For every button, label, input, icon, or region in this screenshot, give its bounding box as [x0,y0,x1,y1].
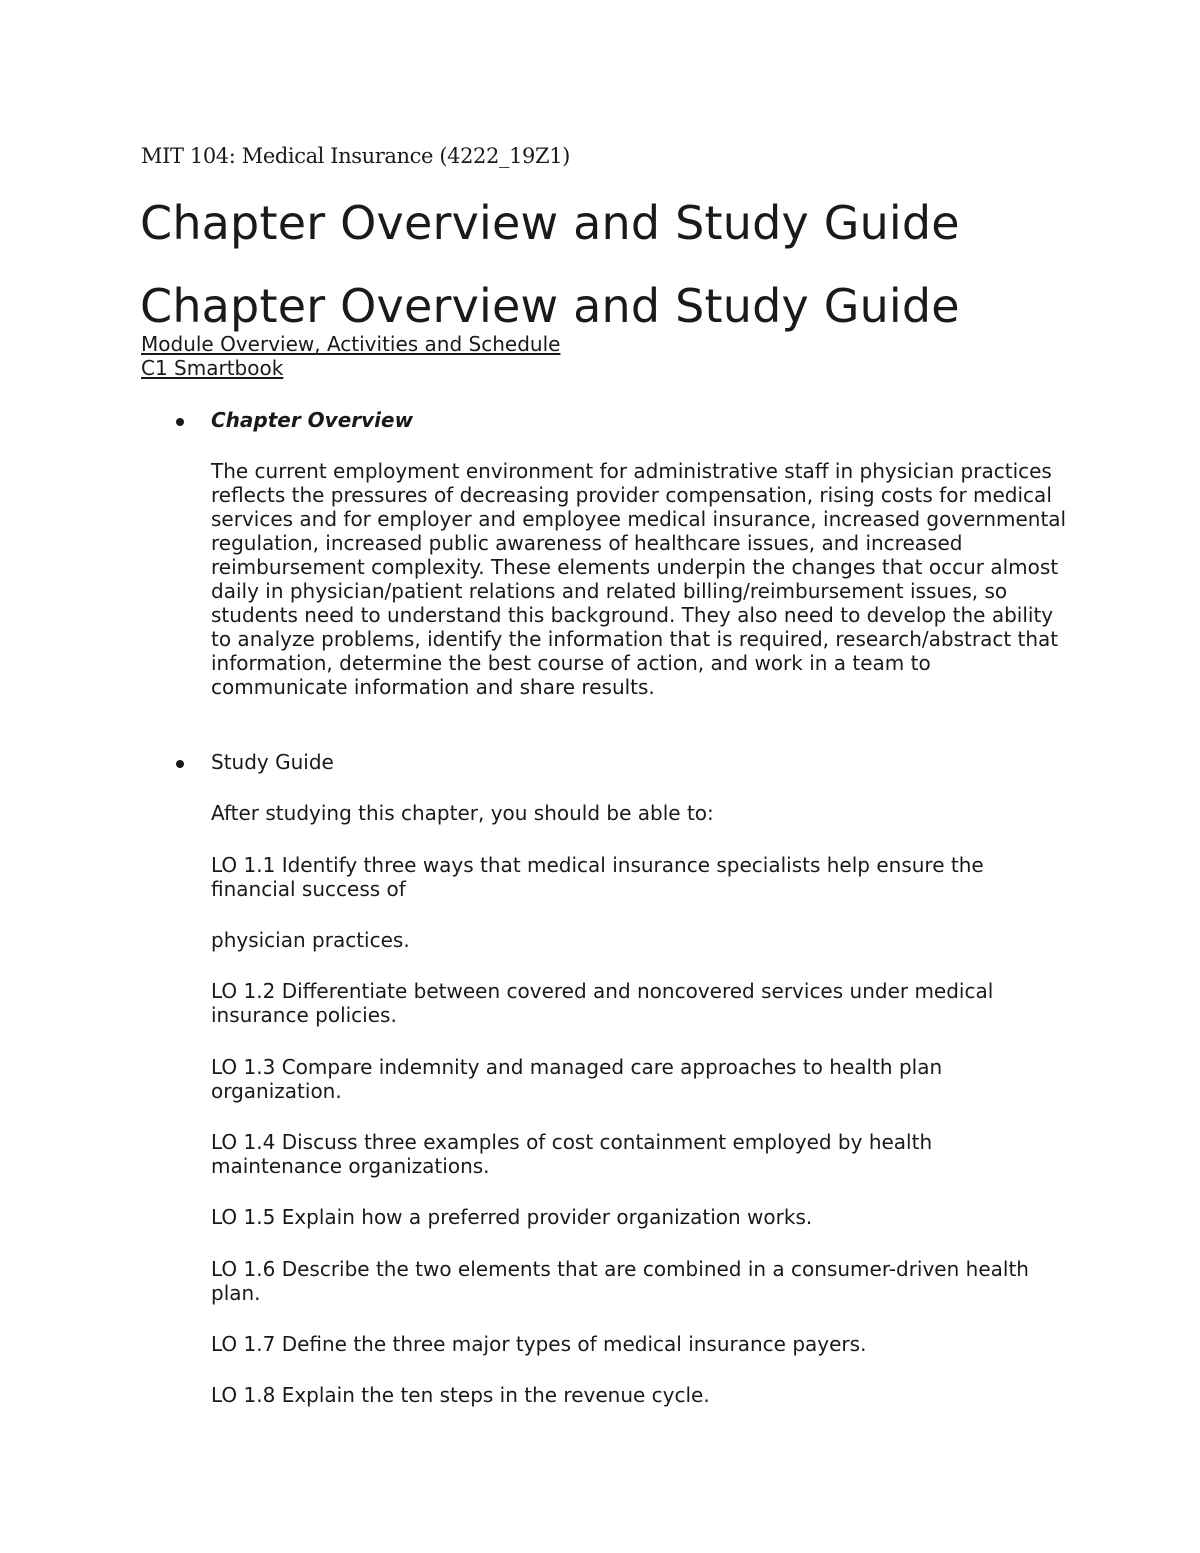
objective-item: LO 1.3 Compare indemnity and managed care approaches to health plan organization. [211,1055,943,1103]
objective-item: LO 1.6 Describe the two elements that are combined in a consumer-driven health plan. [211,1257,1029,1305]
study-guide-intro: After studying this chapter, you should be able to: [211,801,714,825]
chapter-overview-label: Chapter Overview [211,408,414,432]
course-title: MIT 104: Medical Insurance (4222_19Z1) [141,144,570,168]
bullet-icon [176,418,184,426]
bullet-icon [176,760,184,768]
module-links [141,332,560,380]
objective-item: LO 1.4 Discuss three examples of cost containment employed by health maintenance organizations. [211,1130,933,1178]
objective-item: LO 1.1 Identify three ways that medical insurance specialists help ensure the financial success of [211,853,984,901]
objective-item: LO 1.8 Explain the ten steps in the revenue cycle. [211,1383,710,1407]
objective-item: LO 1.2 Differentiate between covered and noncovered services under medical insurance policies. [211,979,994,1027]
page-heading-repeat: Chapter Overview and Study Guide [140,279,960,333]
objective-item: LO 1.5 Explain how a preferred provider organization works. [211,1205,813,1229]
chapter-overview-text: The current employment environment for administrative staff in physician practices reflects the pressures of decreasing provider compensation, rising costs for medical services and for employer and employee medical insurance, increased governmental regulation, increased public awareness of healthcare issues, and increased reimbursement complexity. These elements underpin the changes that occur almost daily in physician/patient relations and related billing/reimbursement issues, so students need to understand this background. They also need to develop the ability to analyze problems, identify the information that is required, research/abstract that information, determine the best course of action, and work in a team to communicate information and share results. [211,459,1067,699]
study-guide-label: Study Guide [211,750,334,774]
smartbook-link[interactable]: C1 Smartbook [141,356,284,380]
module-overview-link[interactable]: Module Overview, Activities and Schedule [141,332,561,356]
objective-item: physician practices. [211,928,410,952]
page-heading: Chapter Overview and Study Guide [140,196,960,250]
objective-item: LO 1.7 Define the three major types of medical insurance payers. [211,1332,867,1356]
